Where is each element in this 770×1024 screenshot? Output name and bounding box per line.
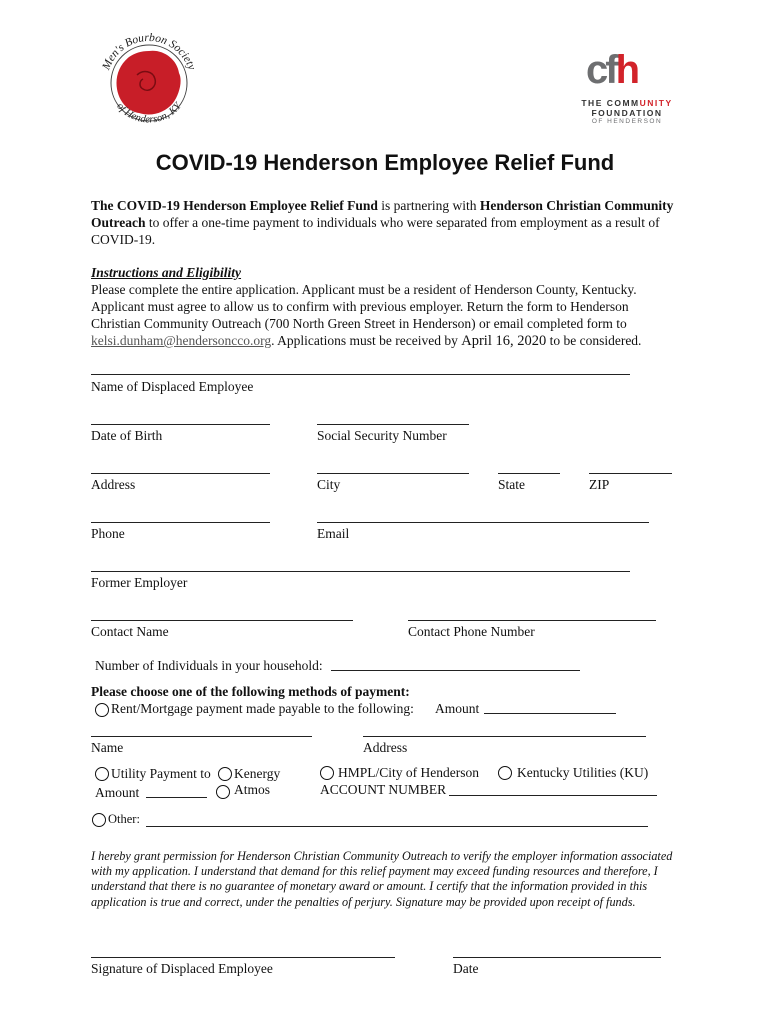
foundation-line3: OF HENDERSON [591, 118, 663, 125]
account-number-line[interactable] [449, 795, 657, 796]
rent-label: Rent/Mortgage payment made payable to the following: [111, 701, 414, 716]
deadline-date: April 16, 2020 [461, 333, 547, 349]
kenergy-label: Kenergy [234, 766, 281, 781]
household-field-line[interactable] [331, 670, 580, 671]
date-line[interactable] [453, 957, 661, 958]
city-field-line[interactable] [317, 473, 469, 474]
intro-partner-name: Henderson Christian Community Outreach [91, 198, 674, 230]
contact-name-label: Contact Name [91, 624, 169, 639]
ssn-label: Social Security Number [317, 428, 447, 443]
address-label: Address [91, 477, 136, 492]
email-label: Email [317, 526, 350, 541]
payee-name-label: Name [91, 740, 124, 755]
logo-arc-top-text: Men's Bourbon Society [100, 31, 198, 72]
instructions-text-2: . Applications must be received by [271, 333, 462, 348]
rent-radio[interactable] [95, 703, 109, 717]
ssn-field-line[interactable] [317, 424, 469, 425]
certification-text: I hereby grant permission for Henderson Christian Community Outreach to verify the employer information associated with my application. I understand that demand for this relief payment may exceed funding resources and therefore, I understand that there is no guarantee of monetary award or amount. I certify that the information provided in this application is true and correct, under the penalties of perjury. Signature may be provided upon receipt of funds. [91, 849, 673, 909]
intro-paragraph [91, 197, 681, 248]
account-number-label: ACCOUNT NUMBER [320, 782, 447, 797]
bourbon-society-logo [93, 25, 205, 137]
zip-field-line[interactable] [589, 473, 672, 474]
phone-field-line[interactable] [91, 522, 270, 523]
payment-heading: Please choose one of the following methods of payment: [91, 684, 410, 699]
other-label: Other: [108, 812, 140, 826]
atmos-label: Atmos [234, 782, 271, 797]
community-foundation-logo [572, 48, 682, 130]
instructions-text-1: Please complete the entire application. Applicant must be a resident of Henderson County, Kentucky. Applicant must agree to allow us to confirm with previous employer. Return the form to Henderson Christian Community Outreach (700 North Green Street in Henderson) or email completed form to [91, 282, 637, 331]
state-field-line[interactable] [498, 473, 560, 474]
kenergy-radio[interactable] [218, 767, 232, 781]
instructions-text-3: to be considered. [546, 333, 642, 348]
email-field-line[interactable] [317, 522, 649, 523]
foundation-line1: THE COMMUNITY [581, 98, 673, 108]
utility-amount-label: Amount [95, 785, 140, 800]
household-label: Number of Individuals in your household: [95, 658, 323, 673]
dob-label: Date of Birth [91, 428, 163, 443]
date-label: Date [453, 961, 479, 976]
utility-label: Utility Payment to [111, 766, 211, 781]
contact-phone-field-line[interactable] [408, 620, 656, 621]
signature-label: Signature of Displaced Employee [91, 961, 273, 976]
instructions-heading: Instructions and Eligibility [91, 265, 242, 280]
rent-amount-line[interactable] [484, 713, 616, 714]
rent-amount-label: Amount [435, 701, 480, 716]
contact-phone-label: Contact Phone Number [408, 624, 535, 639]
foundation-line2: FOUNDATION [591, 108, 663, 118]
address-field-line[interactable] [91, 473, 270, 474]
intro-fund-name: The COVID-19 Henderson Employee Relief Fund [91, 198, 378, 213]
hmpl-radio[interactable] [320, 766, 334, 780]
hmpl-label: HMPL/City of Henderson [338, 765, 479, 780]
other-field-line[interactable] [146, 826, 648, 827]
payee-address-line[interactable] [363, 736, 646, 737]
payee-address-label: Address [363, 740, 408, 755]
intro-text-1: is partnering with [377, 198, 480, 213]
ku-label: Kentucky Utilities (KU) [517, 765, 649, 780]
ku-radio[interactable] [498, 766, 512, 780]
utility-amount-line[interactable] [146, 797, 207, 798]
name-label: Name of Displaced Employee [91, 379, 254, 394]
instructions-section [91, 264, 681, 350]
employer-field-line[interactable] [91, 571, 630, 572]
other-radio[interactable] [92, 813, 106, 827]
signature-line[interactable] [91, 957, 395, 958]
phone-label: Phone [91, 526, 125, 541]
dob-field-line[interactable] [91, 424, 270, 425]
employer-label: Former Employer [91, 575, 188, 590]
zip-label: ZIP [589, 477, 610, 492]
contact-email-link[interactable]: kelsi.dunham@hendersoncco.org [91, 333, 272, 348]
logo-arc-bottom-text: of Henderson, KY [114, 100, 184, 126]
page-title: COVID-19 Henderson Employee Relief Fund [155, 150, 615, 175]
payee-name-line[interactable] [91, 736, 312, 737]
atmos-radio[interactable] [216, 785, 230, 799]
state-label: State [498, 477, 525, 492]
cfh-mark: cfh [586, 48, 638, 92]
contact-name-field-line[interactable] [91, 620, 353, 621]
intro-text-2: to offer a one-time payment to individuals who were separated from employment as a result of COVID-19. [91, 215, 660, 247]
name-field-line[interactable] [91, 374, 630, 375]
city-label: City [317, 477, 341, 492]
utility-radio[interactable] [95, 767, 109, 781]
